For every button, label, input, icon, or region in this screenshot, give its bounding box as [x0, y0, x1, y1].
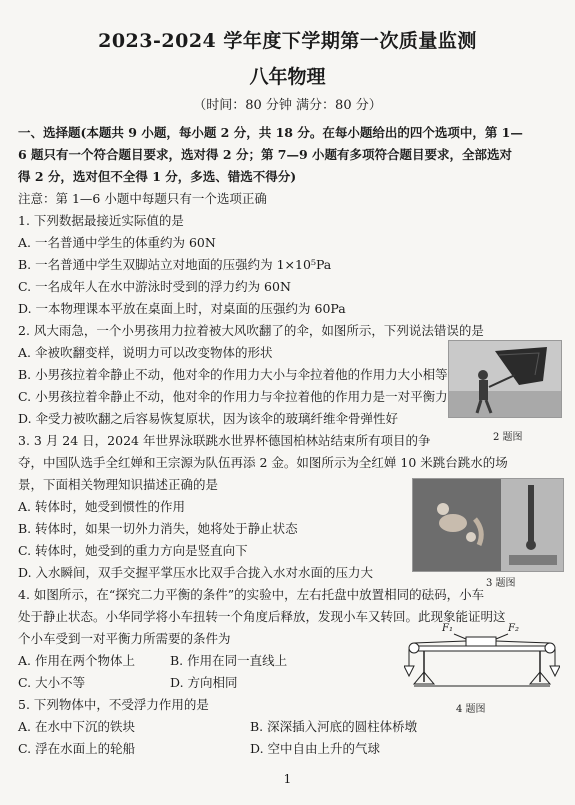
- section-note: 注意：第 1—6 小题中每题只有一个选项正确: [18, 191, 267, 206]
- q2-option-b: B. 小男孩拉着伞静止不动，他对伞的作用力大小与伞拉着他的作用力大小相等: [18, 367, 448, 382]
- q2-umbrella-photo: [448, 340, 562, 418]
- q4-apparatus-diagram: [404, 622, 560, 696]
- q3-option-b: B. 转体时，如果一切外力消失，她将处于静止状态: [18, 521, 298, 536]
- q3-stem-line3: 景，下面相关物理知识描述正确的是: [18, 477, 219, 492]
- q2-stem: 2. 风大雨急，一个小男孩用力拉着被大风吹翻了的伞，如图所示，下列说法错误的是: [18, 323, 484, 338]
- q2-option-d: D. 伞受力被吹翻之后容易恢复原状，因为该伞的玻璃纤维伞骨弹性好: [18, 411, 399, 426]
- q4-stem-line3: 个小车受到一对平衡力所需要的条件为: [18, 631, 231, 646]
- q1-stem: 1. 下列数据最接近实际值的是: [18, 213, 184, 228]
- q2-option-a: A. 伞被吹翻变样，说明力可以改变物体的形状: [18, 345, 273, 360]
- f2-label: F₂: [508, 623, 519, 634]
- q4-option-a: A. 作用在两个物体上: [18, 653, 135, 668]
- q3-figure-caption: 3 题图: [486, 578, 516, 589]
- q1-option-d: D. 一本物理课本平放在桌面上时，对桌面的压强约为 60Pa: [18, 301, 346, 316]
- page-number: 1: [283, 772, 292, 786]
- q1-option-b: B. 一名普通中学生双脚站立对地面的压强约为 1×10⁵Pa: [18, 257, 332, 272]
- q4-option-b: B. 作用在同一直线上: [170, 653, 288, 668]
- exam-title: 2023-2024 学年度下学期第一次质量监测: [98, 30, 477, 52]
- q5-option-d: D. 空中自由上升的气球: [250, 741, 381, 756]
- q5-stem: 5. 下列物体中，不受浮力作用的是: [18, 697, 209, 712]
- q3-stem-line2: 夺，中国队选手全红婵和王宗源为队伍再添 2 金。如图所示为全红婵 10 米跳台跳水的场: [18, 455, 508, 470]
- q1-option-c: C. 一名成年人在水中游泳时受到的浮力约为 60N: [18, 279, 291, 294]
- q3-option-a: A. 转体时，她受到惯性的作用: [18, 499, 185, 514]
- section-heading-line3: 得 2 分，选对但不全得 1 分，多选、错选不得分): [18, 169, 297, 184]
- section-heading-line2: 6 题只有一个符合题目要求，选对得 2 分；第 7—9 小题有多项符合题目要求，全部选对: [18, 147, 513, 162]
- q3-stem-line1: 3. 3 月 24 日，2024 年世界泳联跳水世界杯德国柏林站结束所有项目的争: [18, 433, 431, 448]
- q4-stem-line2: 处于静止状态。小华同学将小车扭转一个角度后释放，发现小车又转回。此现象能证明这: [18, 609, 506, 624]
- exam-info: （时间：80 分钟 满分：80 分）: [193, 98, 382, 113]
- section-heading-line1: 一、选择题(本题共 9 小题，每小题 2 分，共 18 分。在每小题给出的四个选项中，第 1—: [18, 125, 523, 140]
- q3-option-d: D. 入水瞬间，双手交握平掌压水比双手合拢入水对水面的压力大: [18, 565, 374, 580]
- q5-option-c: C. 浮在水面上的轮船: [18, 741, 136, 756]
- q4-figure-caption: 4 题图: [456, 704, 486, 715]
- q2-figure-caption: 2 题图: [493, 432, 523, 443]
- subject-title: 八年物理: [249, 66, 326, 88]
- q4-stem-line1: 4. 如图所示，在“探究二力平衡的条件”的实验中，左右托盘中放置相同的砝码，小车: [18, 587, 485, 602]
- f1-label: F₁: [442, 623, 453, 634]
- q4-option-c: C. 大小不等: [18, 675, 86, 690]
- q5-option-a: A. 在水中下沉的铁块: [18, 719, 135, 734]
- q3-option-c: C. 转体时，她受到的重力方向是竖直向下: [18, 543, 248, 558]
- q4-option-d: D. 方向相同: [170, 675, 238, 690]
- q3-diving-photo: [412, 478, 564, 572]
- q5-option-b: B. 深深插入河底的圆柱体桥墩: [250, 719, 418, 734]
- q1-option-a: A. 一名普通中学生的体重约为 60N: [18, 235, 216, 250]
- q2-option-c: C. 小男孩拉着伞静止不动，他对伞的作用力与伞拉着他的作用力是一对平衡力: [18, 389, 448, 404]
